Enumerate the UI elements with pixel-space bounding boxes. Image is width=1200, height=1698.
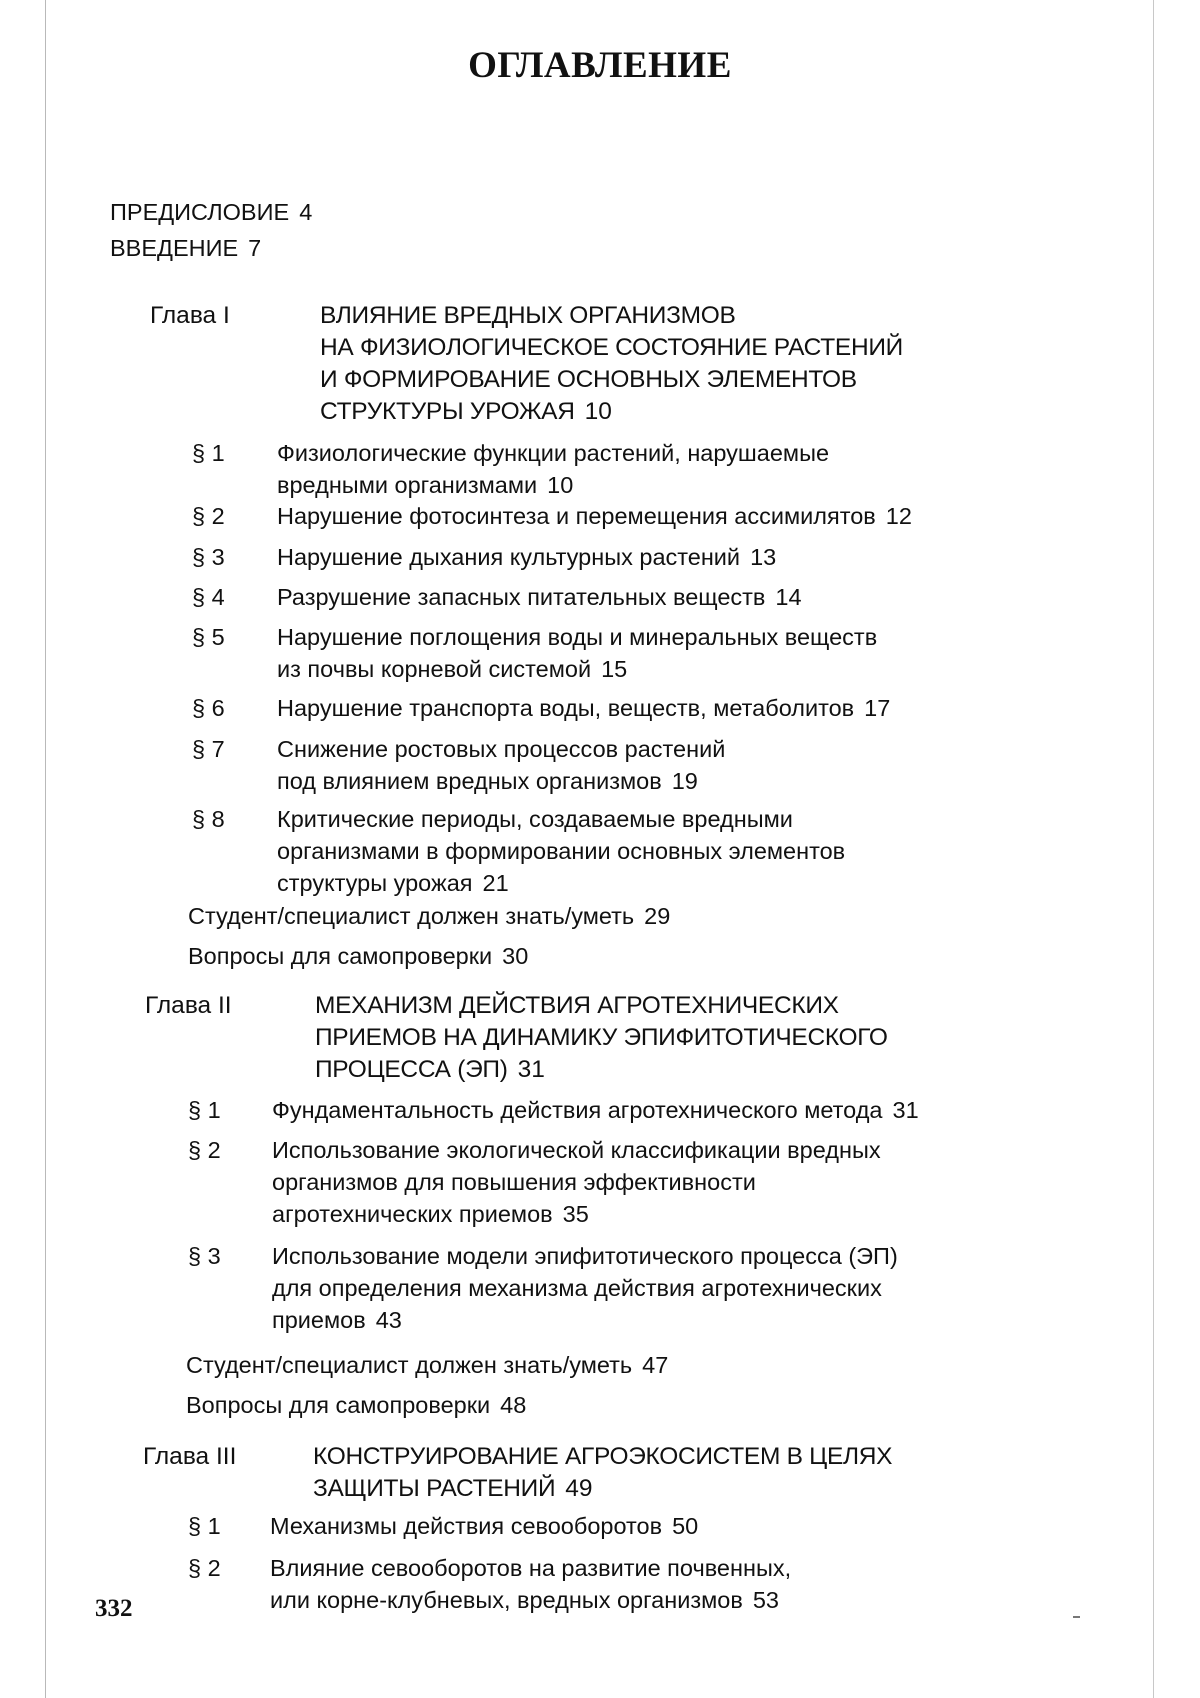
toc-entry-label: ПРЕДИСЛОВИЕ: [110, 199, 289, 225]
section-number: § 5: [192, 621, 225, 653]
section-number: § 7: [192, 733, 225, 765]
chapter-title-line: И ФОРМИРОВАНИЕ ОСНОВНЫХ ЭЛЕМЕНТОВ: [320, 364, 1098, 396]
section-number: § 3: [192, 541, 225, 573]
chapter-title-line: ПРОЦЕССА (ЭП): [315, 1056, 508, 1083]
toc-page-number: 17: [864, 695, 890, 721]
toc-page-number: 7: [248, 235, 261, 261]
toc-entry-self-check[interactable]: [188, 940, 1098, 972]
toc-section[interactable]: [272, 1094, 1098, 1126]
section-title-line: или корне-клубневых, вредных организмов: [270, 1587, 743, 1613]
section-number: § 6: [192, 692, 225, 724]
toc-chapter-2[interactable]: [315, 990, 1098, 1086]
toc-entry-label: Вопросы для самопроверки: [188, 943, 492, 969]
toc-page-number: 53: [753, 1587, 779, 1613]
toc-section[interactable]: [277, 733, 1097, 797]
toc-section[interactable]: [277, 500, 1097, 532]
toc-page-number: 48: [500, 1392, 526, 1418]
toc-section[interactable]: [272, 1240, 1098, 1336]
chapter-title-line: ПРИЕМОВ НА ДИНАМИКУ ЭПИФИТОТИЧЕСКОГО: [315, 1022, 1098, 1054]
section-number: § 1: [192, 437, 225, 469]
toc-entry-label: ВВЕДЕНИЕ: [110, 235, 238, 261]
section-title-line: Использование модели эпифитотического процесса (ЭП): [272, 1240, 1098, 1272]
section-number: § 1: [188, 1510, 221, 1542]
chapter-title-line: ВЛИЯНИЕ ВРЕДНЫХ ОРГАНИЗМОВ: [320, 300, 1098, 332]
toc-page-number: 10: [585, 398, 612, 425]
chapter-title-line: КОНСТРУИРОВАНИЕ АГРОЭКОСИСТЕМ В ЦЕЛЯХ: [313, 1441, 1098, 1473]
section-title-line: для определения механизма действия агротехнических: [272, 1272, 1098, 1304]
section-title-line: организмами в формировании основных элементов: [277, 835, 1097, 867]
toc-chapter-3[interactable]: [313, 1441, 1098, 1505]
section-title-line: вредными организмами: [277, 472, 537, 498]
toc-page-number: 29: [644, 903, 670, 929]
toc-page-number: 30: [502, 943, 528, 969]
section-number: § 2: [192, 500, 225, 532]
toc-page-number: 35: [563, 1201, 589, 1227]
toc-page-number: 31: [518, 1056, 545, 1083]
toc-page-number: 21: [483, 870, 509, 896]
toc-entry-label: Студент/специалист должен знать/уметь: [186, 1352, 632, 1378]
toc-page-number: 19: [672, 768, 698, 794]
section-number: § 4: [192, 581, 225, 613]
section-title-line: Использование экологической классификации вредных: [272, 1134, 1098, 1166]
section-title-line: агротехнических приемов: [272, 1201, 553, 1227]
toc-entry-competencies[interactable]: [188, 900, 1098, 932]
section-title-line: из почвы корневой системой: [277, 656, 591, 682]
toc-entry-label: Вопросы для самопроверки: [186, 1392, 490, 1418]
section-title-line: приемов: [272, 1307, 366, 1333]
section-number: § 2: [188, 1134, 221, 1166]
toc-section[interactable]: [277, 621, 1097, 685]
toc-entry-introduction[interactable]: [110, 232, 1091, 264]
chapter-title-line: СТРУКТУРЫ УРОЖАЯ: [320, 398, 575, 425]
toc-page-number: 13: [750, 544, 776, 570]
toc-section[interactable]: [272, 1134, 1098, 1230]
toc-section[interactable]: [270, 1510, 1098, 1542]
toc-section[interactable]: [277, 541, 1097, 573]
chapter-title-line: МЕХАНИЗМ ДЕЙСТВИЯ АГРОТЕХНИЧЕСКИХ: [315, 990, 1098, 1022]
chapter-number: Глава III: [143, 1441, 236, 1473]
toc-page-number: 15: [601, 656, 627, 682]
chapter-number: Глава II: [145, 990, 232, 1022]
toc-page-number: 12: [886, 503, 912, 529]
toc-page-number: 43: [376, 1307, 402, 1333]
toc-page-number: 14: [775, 584, 801, 610]
section-number: § 2: [188, 1552, 221, 1584]
toc-section[interactable]: [277, 581, 1097, 613]
toc-page-number: 10: [547, 472, 573, 498]
toc-entry-label: Студент/специалист должен знать/уметь: [188, 903, 634, 929]
section-title-line: структуры урожая: [277, 870, 473, 896]
section-number: § 8: [192, 803, 225, 835]
page-number: 332: [95, 1595, 133, 1623]
toc-page-number: 50: [672, 1513, 698, 1539]
section-title-line: Физиологические функции растений, нарушаемые: [277, 437, 1097, 469]
section-title-line: Механизмы действия севооборотов: [270, 1513, 662, 1539]
toc-section[interactable]: [277, 803, 1097, 899]
section-title-line: Разрушение запасных питательных веществ: [277, 584, 765, 610]
toc-page-number: 49: [565, 1475, 592, 1502]
toc-section[interactable]: [277, 692, 1097, 724]
section-title-line: организмов для повышения эффективности: [272, 1166, 1098, 1198]
section-number: § 1: [188, 1094, 221, 1126]
section-title-line: Критические периоды, создаваемые вредными: [277, 803, 1097, 835]
toc-entry-self-check[interactable]: [186, 1389, 1098, 1421]
section-title-line: Нарушение транспорта воды, веществ, метаболитов: [277, 695, 854, 721]
toc-chapter-1[interactable]: [320, 300, 1098, 428]
toc-entry-foreword[interactable]: [110, 196, 1091, 228]
section-number: § 3: [188, 1240, 221, 1272]
toc-page-number: 31: [893, 1097, 919, 1123]
chapter-title-line: ЗАЩИТЫ РАСТЕНИЙ: [313, 1475, 555, 1502]
scan-speck: [1073, 1616, 1080, 1618]
section-title-line: Фундаментальность действия агротехнического метода: [272, 1097, 883, 1123]
chapter-title-line: НА ФИЗИОЛОГИЧЕСКОЕ СОСТОЯНИЕ РАСТЕНИЙ: [320, 332, 1098, 364]
section-title-line: под влиянием вредных организмов: [277, 768, 662, 794]
toc-section[interactable]: [270, 1552, 1098, 1616]
section-title-line: Влияние севооборотов на развитие почвенных,: [270, 1552, 1098, 1584]
page-edge-left: [45, 0, 46, 1698]
page-edge-right: [1153, 0, 1154, 1698]
toc-page-number: 47: [642, 1352, 668, 1378]
chapter-number: Глава I: [150, 300, 230, 332]
toc-section[interactable]: [277, 437, 1097, 501]
section-title-line: Нарушение дыхания культурных растений: [277, 544, 740, 570]
toc-entry-competencies[interactable]: [186, 1349, 1098, 1381]
section-title-line: Снижение ростовых процессов растений: [277, 733, 1097, 765]
section-title-line: Нарушение фотосинтеза и перемещения ассимилятов: [277, 503, 876, 529]
section-title-line: Нарушение поглощения воды и минеральных веществ: [277, 621, 1097, 653]
toc-page-number: 4: [299, 199, 312, 225]
page-title: ОГЛАВЛЕНИЕ: [0, 44, 1200, 87]
